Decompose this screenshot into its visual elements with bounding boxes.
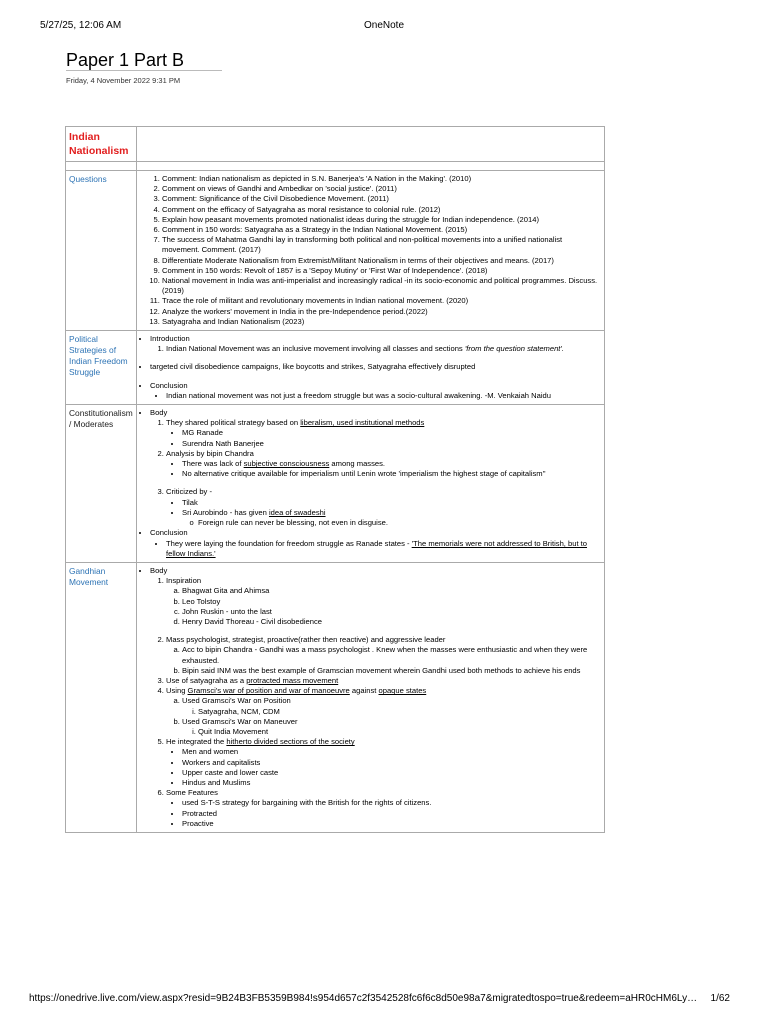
questions-label: Questions: [66, 171, 137, 331]
list-item: • used S-T-S strategy for bargaining with the British for the rights of citizens.: [182, 798, 601, 808]
list-item: • Proactive: [182, 819, 601, 829]
list-item: o Foreign rule can never be blessing, not even in disguise.: [198, 518, 601, 528]
question-item: 12. Analyze the workers' movement in India in the pre-Independence period.(2022): [162, 307, 601, 317]
list-item: 3. Use of satyagraha as a protracted mass movement: [166, 676, 601, 686]
list-item: • Upper caste and lower caste: [182, 768, 601, 778]
list-item: 2. Analysis by bipin Chandra • There was lack of subjective consciousness among masses. • No alternative critique available for imperialism until Lenin wrote 'imperialism the highest stage of capitalism'': [166, 449, 601, 488]
list-item: i. Quit India Movement: [198, 727, 601, 737]
page-date: Friday, 4 November 2022 9:31 PM: [66, 76, 181, 85]
list-item: • Body 1. Inspiration a. Bhagwat Gita and Ahimsa b. Leo Tolstoy c. John Ruskin - unto the last d. Henry David Thoreau - Civil disobedience 2. Mass psychologist, strategist, proactive(rather then reactive) and aggressive leader a. Acc to bipin Chandra - Gandhi was a mass psychologist . Knew when the masses were enthusiastic and when they were exhausted. b. Bipin said INM was the best example of Gramscian movement wherein Gandhi used both methods to achieve his ends 3. Use of satyagraha as a protracted mass movement 4. Using Gramsci's war of position and war of manoeuvre against opaque states a. Used Gramsci's War on Position i. Satyagraha, NCM, CDM b. Used Gramsci's War on Maneuver i. Quit India Movement 5. He integrated the hitherto divided sections of the society • Men and women • Workers and capitalists • Upper caste and lower caste • Hindus and Muslims 6. Some Features • used S-T-S strategy for bargaining with the British for the rights of citizens. • Protracted • Proactive: [150, 566, 601, 829]
notes-table: [65, 126, 605, 833]
list-item: • Indian national movement was not just a freedom struggle but was a socio-cultural awakening. -M. Venkaiah Naidu: [166, 391, 601, 401]
list-item: 1. They shared political strategy based on liberalism, used institutional methods • MG Ranade • Surendra Nath Banerjee: [166, 418, 601, 449]
list-item: 3. Criticized by - • Tilak • Sri Aurobindo - has given idea of swadeshi o Foreign rule can never be blessing, not even in disguise.: [166, 487, 601, 528]
list-item: • Conclusion • They were laying the foundation for freedom struggle as Ranade states - 'The memorials were not addressed to British, but to fellow Indians.': [150, 528, 601, 559]
table-row-spacer: [66, 162, 605, 171]
question-item: 11. Trace the role of militant and revolutionary movements in Indian national movement. (2020): [162, 296, 601, 306]
question-item: 13. Satyagraha and Indian Nationalism (2023): [162, 317, 601, 327]
question-item: 7. The success of Mahatma Gandhi lay in transforming both political and non-political movements into a unified nationalist movement. Comment. (2017): [162, 235, 601, 255]
list-item: a. Used Gramsci's War on Position i. Satyagraha, NCM, CDM: [182, 696, 601, 716]
list-item: • There was lack of subjective consciousness among masses.: [182, 459, 601, 469]
list-item: • Conclusion • Indian national movement was not just a freedom struggle but was a socio-cultural awakening. -M. Venkaiah Naidu: [150, 381, 601, 401]
gandhian-label: Gandhian Movement: [66, 562, 137, 832]
list-item: • They were laying the foundation for freedom struggle as Ranade states - 'The memorials were not addressed to British, but to fellow Indians.': [166, 539, 601, 559]
list-item: b. Leo Tolstoy: [182, 597, 601, 607]
question-item: 9. Comment in 150 words: Revolt of 1857 is a 'Sepoy Mutiny' or 'First War of Independence'. (2018): [162, 266, 601, 276]
list-item: a. Acc to bipin Chandra - Gandhi was a mass psychologist . Knew when the masses were enthusiastic and when they were exhausted.: [182, 645, 601, 665]
table-row-questions: [66, 171, 605, 331]
list-item: b. Bipin said INM was the best example of Gramscian movement wherein Gandhi used both methods to achieve his ends: [182, 666, 601, 676]
moderates-label: Constitutionalism / Moderates: [66, 405, 137, 563]
list-item: • Body 1. They shared political strategy based on liberalism, used institutional methods • MG Ranade • Surendra Nath Banerjee 2. Analysis by bipin Chandra • There was lack of subjective consciousness among masses. • No alternative critique available for imperialism until Lenin wrote 'imperialism the highest stage of capitalism'' 3. Criticized by - • Tilak • Sri Aurobindo - has given idea of swadeshi o Foreign rule can never be blessing, not even in disguise.: [150, 408, 601, 528]
list-item: • Protracted: [182, 809, 601, 819]
question-item: 1. Comment: Indian nationalism as depicted in S.N. Banerjea's 'A Nation in the Making'. (2010): [162, 174, 601, 184]
table-row-gandhian: [66, 562, 605, 832]
list-item: 4. Using Gramsci's war of position and war of manoeuvre against opaque states a. Used Gramsci's War on Position i. Satyagraha, NCM, CDM b. Used Gramsci's War on Maneuver i. Quit India Movement: [166, 686, 601, 737]
list-item: 6. Some Features • used S-T-S strategy for bargaining with the British for the rights of citizens. • Protracted • Proactive: [166, 788, 601, 829]
question-item: 6. Comment in 150 words: Satyagraha as a Strategy in the Indian National Movement. (2015): [162, 225, 601, 235]
page-url: https://onedrive.live.com/view.aspx?resid=9B24B3FB5359B984!s954d657c2f3542528fc6f6c8d50e98a7&migratedtospo=true&redeem=aHR0cHM6Ly…: [29, 993, 698, 1004]
list-item: 1. Inspiration a. Bhagwat Gita and Ahimsa b. Leo Tolstoy c. John Ruskin - unto the last d. Henry David Thoreau - Civil disobedience: [166, 576, 601, 635]
question-item: 4. Comment on the efficacy of Satyagraha as moral resistance to colonial rule. (2012): [162, 205, 601, 215]
page-title: Paper 1 Part B: [66, 50, 185, 70]
question-item: 5. Explain how peasant movements promoted nationalist ideas during the struggle for Indian independence. (2014): [162, 215, 601, 225]
list-item: • Introduction 1. Indian National Movement was an inclusive movement involving all classes and sections 'from the question statement'.: [150, 334, 601, 354]
list-item: • Workers and capitalists: [182, 758, 601, 768]
list-item: 5. He integrated the hitherto divided sections of the society • Men and women • Workers and capitalists • Upper caste and lower caste • Hindus and Muslims: [166, 737, 601, 788]
list-item: • Sri Aurobindo - has given idea of swadeshi o Foreign rule can never be blessing, not even in disguise.: [182, 508, 601, 528]
list-item: • targeted civil disobedience campaigns, like boycotts and strikes, Satyagraha effectively disrupted: [150, 362, 601, 372]
print-app-name: OneNote: [363, 20, 405, 31]
table-row-heading: [66, 127, 605, 162]
list-item: a. Bhagwat Gita and Ahimsa: [182, 586, 601, 596]
title-underline: [66, 70, 222, 71]
questions-list: [140, 174, 601, 327]
list-item: • MG Ranade: [182, 428, 601, 438]
list-item: • Men and women: [182, 747, 601, 757]
list-item: i. Satyagraha, NCM, CDM: [198, 707, 601, 717]
question-item: 8. Differentiate Moderate Nationalism from Extremist/Militant Nationalism in terms of their objectives and means. (2017): [162, 256, 601, 266]
table-row-political: [66, 331, 605, 405]
question-item: 10. National movement in India was anti-imperialist and increasingly radical -in its socio-economic and political programmes. Discuss. (2019): [162, 276, 601, 296]
list-item: 1. Indian National Movement was an inclusive movement involving all classes and sections 'from the question statement'.: [166, 344, 601, 354]
table-row-moderates: [66, 405, 605, 563]
question-item: 3. Comment: Significance of the Civil Disobedience Movement. (2011): [162, 194, 601, 204]
list-item: 2. Mass psychologist, strategist, proactive(rather then reactive) and aggressive leader a. Acc to bipin Chandra - Gandhi was a mass psychologist . Knew when the masses were enthusiastic and when they were exhausted. b. Bipin said INM was the best example of Gramscian movement wherein Gandhi used both methods to achieve his ends: [166, 635, 601, 676]
list-item: • Surendra Nath Banerjee: [182, 439, 601, 449]
section-heading: Indian Nationalism: [69, 131, 129, 157]
list-item: d. Henry David Thoreau - Civil disobedience: [182, 617, 601, 627]
list-item: • Hindus and Muslims: [182, 778, 601, 788]
list-item: b. Used Gramsci's War on Maneuver i. Quit India Movement: [182, 717, 601, 737]
list-item: c. John Ruskin - unto the last: [182, 607, 601, 617]
list-item: • No alternative critique available for imperialism until Lenin wrote 'imperialism the highest stage of capitalism'': [182, 469, 601, 479]
political-label: Political Strategies of Indian Freedom Struggle: [66, 331, 137, 405]
page-number: 1/62: [710, 993, 730, 1004]
question-item: 2. Comment on views of Gandhi and Ambedkar on 'social justice'. (2011): [162, 184, 601, 194]
print-datetime: 5/27/25, 12:06 AM: [40, 20, 122, 31]
list-item: • Tilak: [182, 498, 601, 508]
